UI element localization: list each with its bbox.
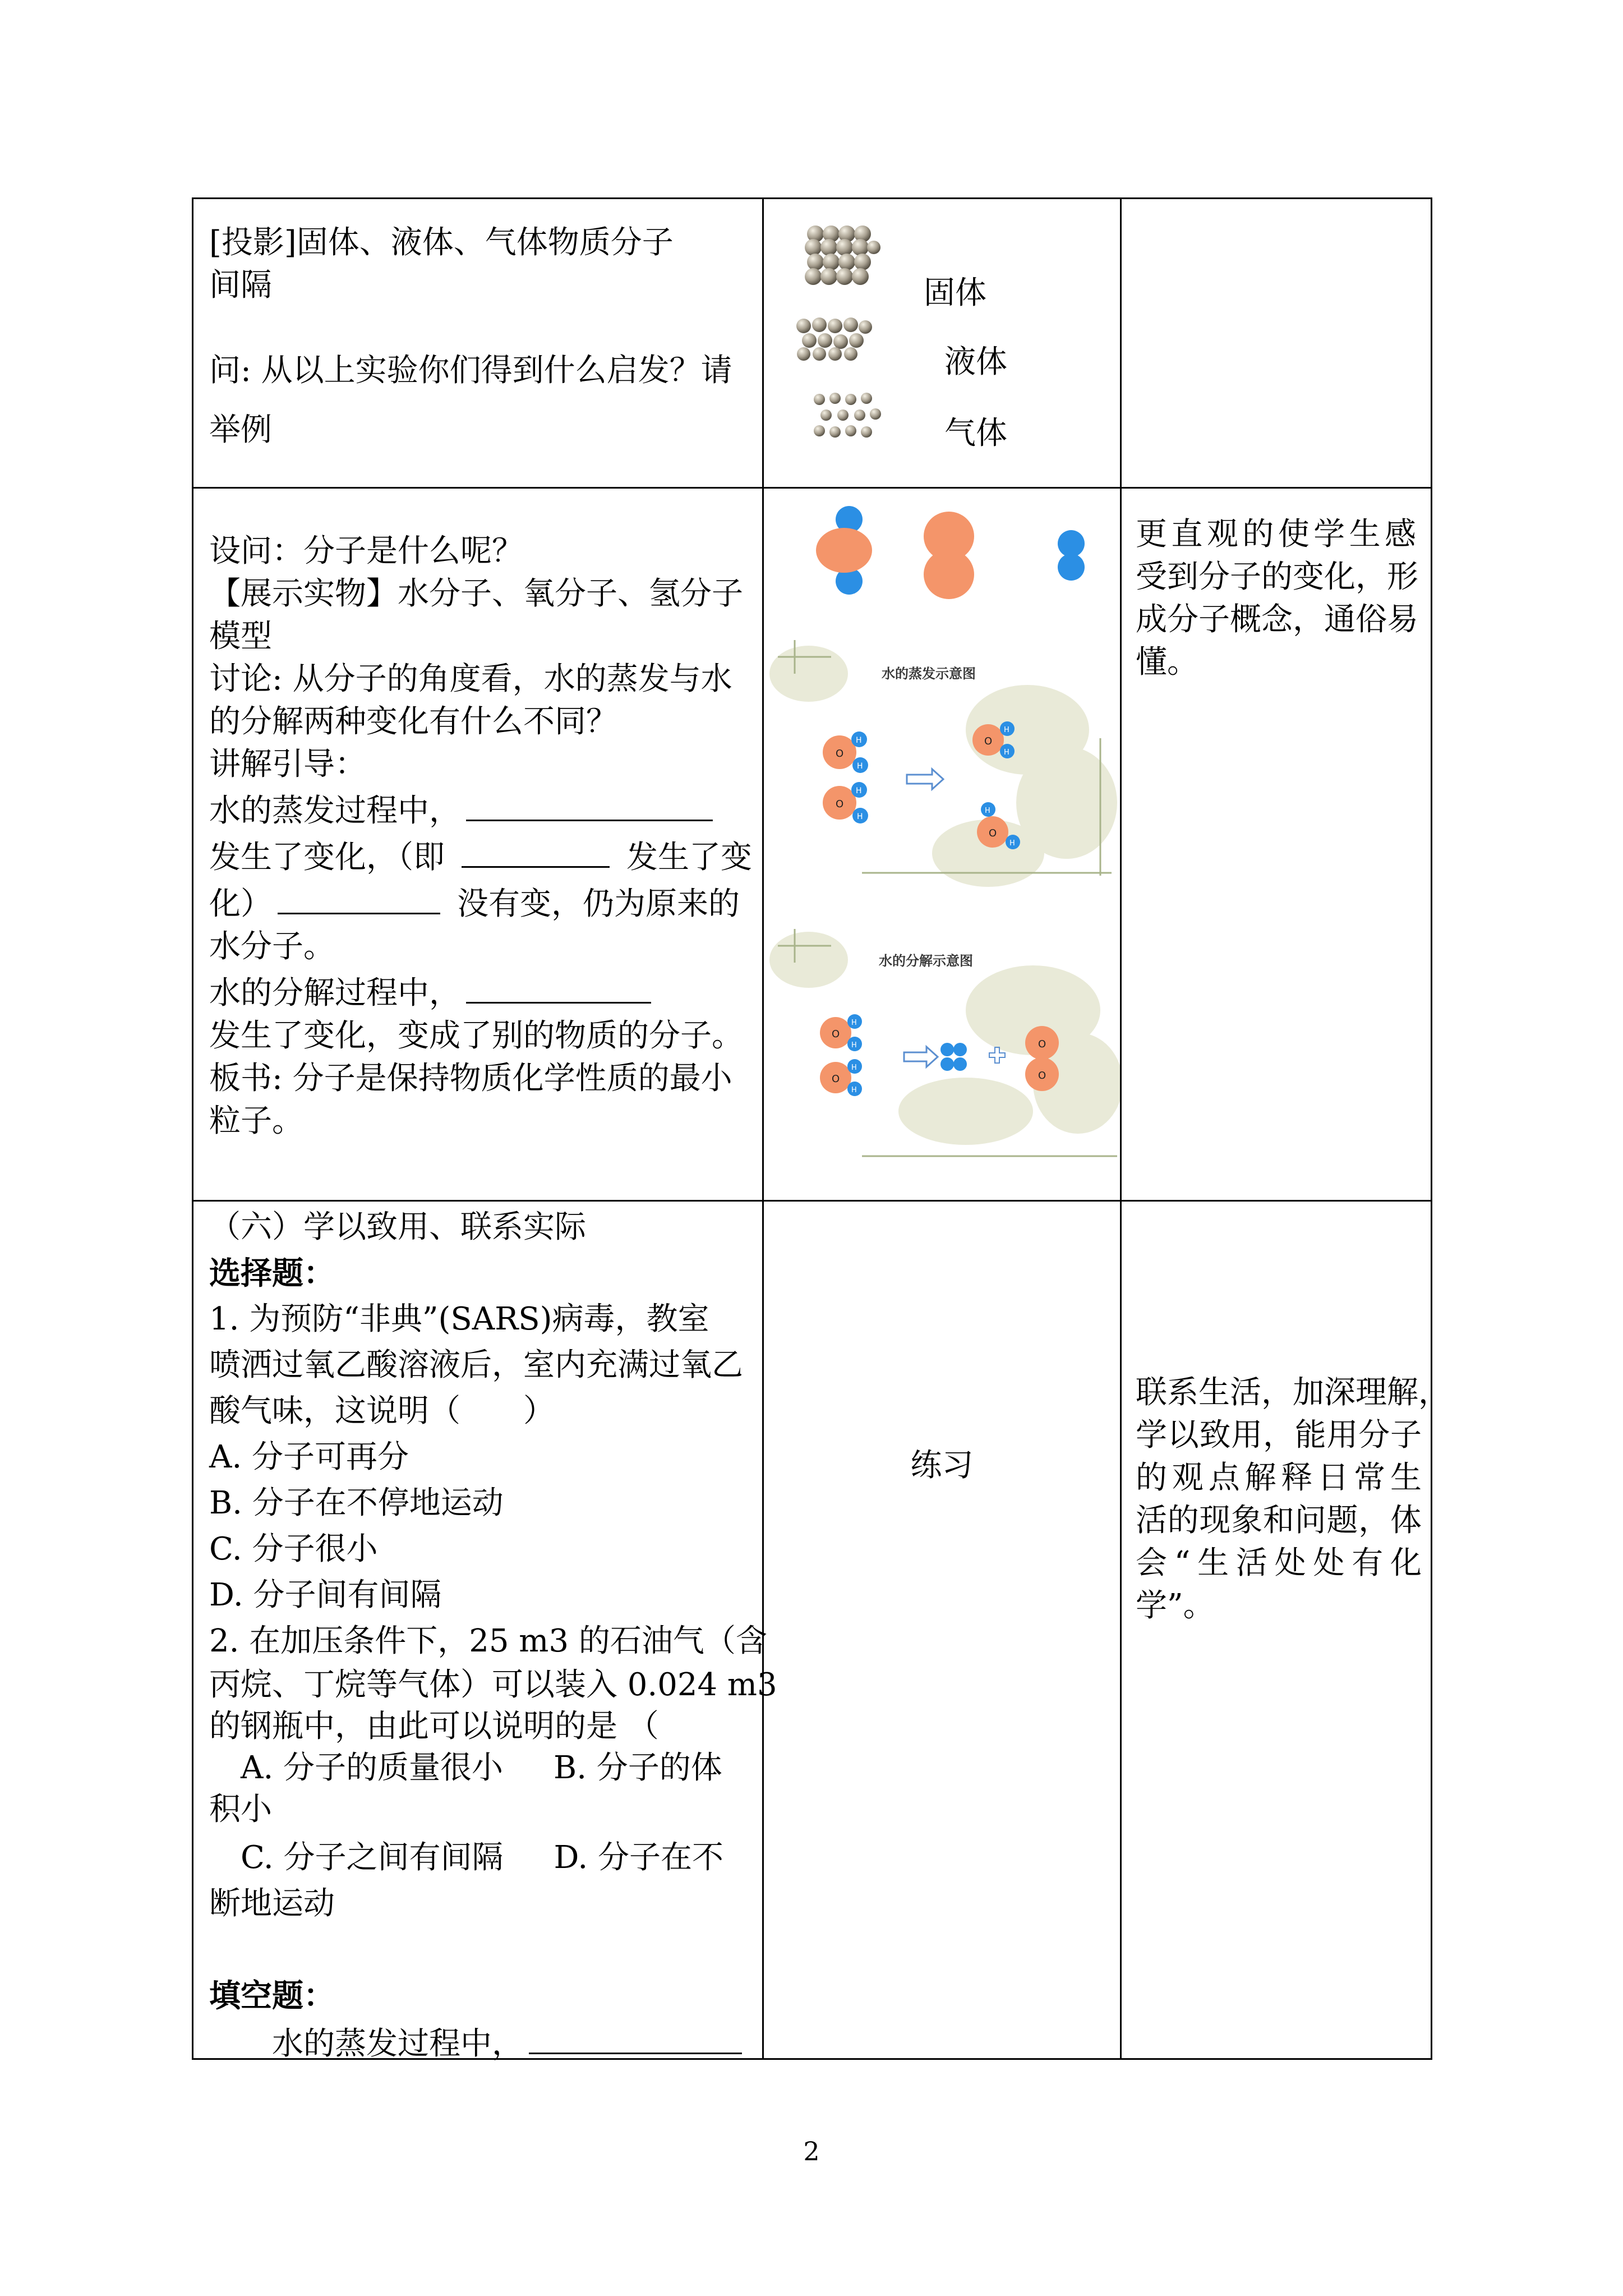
text-run: 化） [209,886,272,922]
text-line: 举例 [209,412,272,448]
water-molecule-before [820,1014,862,1051]
svg-text:H: H [851,1019,857,1027]
lesson-table [192,197,1450,2062]
answer-blank [278,879,440,914]
svg-text:O: O [1038,1038,1046,1050]
liquid-label: 液体 [944,344,1007,380]
option-line: B. 分子在不停地运动 [209,1485,504,1521]
option-line: 断地运动 [209,1885,335,1922]
choice-heading: 选择题： [209,1255,335,1292]
text-line: 板书: 分子是保持物质化学性质的最小 [209,1060,732,1097]
text-run: 发生了变化，（即 [209,839,445,876]
row1-middle-cell [764,199,1120,487]
svg-text:H: H [857,762,863,771]
arrow-icon [904,1047,938,1067]
svg-text:H: H [1004,748,1009,757]
option-line: C. 分子很小 [209,1531,378,1567]
row2-right-cell [1136,513,1416,684]
answer-blank [466,786,713,821]
text-line [209,968,748,1015]
oxygen-molecule-model [924,512,974,599]
page-number: 2 [803,2136,820,2166]
molecule-models-image [764,489,1120,1200]
text-line: 间隔 [209,267,272,303]
option-text: C. 分子之间有间隔 [241,1839,504,1876]
gas-particles-image [811,393,884,443]
question-line: 的钢瓶中，由此可以说明的是 （ [209,1708,659,1745]
text-line [209,832,752,879]
svg-text:H: H [851,1064,857,1072]
text-line: 模型 [209,618,272,655]
arrow-icon [907,769,943,789]
svg-text:O: O [1038,1070,1046,1082]
svg-text:H: H [851,1041,857,1050]
svg-text:O: O [832,1073,840,1085]
water-molecule-model [816,506,872,595]
question-line: 酸气味，这说明（ ） [209,1393,555,1429]
water-molecule-before [823,731,868,773]
text-run: 水的分解过程中， [209,975,460,1011]
row3-right-cell [1136,1372,1450,1627]
option-text: D. 分子在不 [554,1839,723,1876]
liquid-particles-image [795,317,873,362]
row2-middle-cell [764,489,1120,1200]
text-line: 水分子。 [209,928,335,965]
text-line: 问: 从以上实验你们得到什么启发？请 [209,352,732,389]
text-line [209,879,748,926]
fill-text: 水的蒸发过程中， [272,2026,523,2062]
decomposition-diagram [769,929,1120,1156]
option-line: D. 分子间有间隔 [209,1577,442,1613]
text-line: 讲解引导： [209,746,366,783]
gas-label: 气体 [944,415,1007,452]
text-line: 联系生活，加深理解， [1136,1374,1450,1411]
answer-blank [462,832,610,868]
fill-line [209,2019,748,2067]
text-line: 【展示实物】水分子、氧分子、氢分子 [209,576,743,612]
answer-blank [466,968,651,1004]
svg-text:H: H [856,736,862,745]
text-line: 学以致用，能用分子 [1136,1417,1422,1453]
text-line: 学”。 [1136,1588,1215,1624]
option-line [209,1835,748,1881]
hydrogen-molecules [940,1043,967,1071]
option-line: A. 分子可再分 [209,1439,409,1475]
text-line [209,786,748,832]
svg-text:O: O [984,735,993,747]
water-molecule-before [823,782,868,823]
text-line: 发生了变化，变成了别的物质的分子。 [209,1018,743,1054]
text-line: 受到分子的变化，形 [1136,559,1418,595]
answer-blank [529,2019,742,2054]
solid-label: 固体 [924,275,986,311]
text-run: 水的蒸发过程中， [209,793,460,829]
fill-heading: 填空题： [209,1977,335,2014]
text-line: 讨论: 从分子的角度看，水的蒸发与水 [209,661,732,697]
solid-particles-image [803,222,882,289]
water-molecule-before [820,1059,862,1096]
row-divider [193,1200,1431,1202]
svg-text:H: H [857,812,863,821]
svg-text:水的蒸发示意图: 水的蒸发示意图 [882,666,976,682]
text-line: 成分子概念，通俗易 [1136,601,1418,638]
text-line: 更直观的使学生感 [1136,516,1416,553]
question-line: 丙烷、丁烷等气体）可以装入 0.024 m3 [209,1667,777,1703]
practice-label: 练习 [910,1447,974,1484]
row1-right-cell [1122,199,1434,487]
svg-text:H: H [1009,839,1015,848]
svg-text:O: O [836,748,844,760]
option-line [209,1747,748,1789]
svg-text:O: O [836,798,844,810]
text-line: 懂。 [1136,644,1198,680]
svg-text:H: H [985,807,990,815]
text-line: [投影]固体、液体、气体物质分子 [209,224,674,261]
hydrogen-molecule-model [1058,530,1085,581]
svg-text:H: H [851,1086,857,1094]
text-line: 会“生活处处有化 [1136,1545,1422,1581]
text-run: 没有变，仍为原来的 [457,886,740,922]
text-run: 发生了变 [626,839,752,876]
question-line: 喷洒过氧乙酸溶液后，室内充满过氧乙 [209,1347,743,1383]
svg-text:O: O [989,827,997,839]
text-line: 活的现象和问题，体 [1136,1502,1422,1539]
svg-text:水的分解示意图: 水的分解示意图 [879,953,973,969]
question-line: 1. 为预防“非典”(SARS)病毒，教室 [209,1301,709,1337]
svg-text:H: H [1004,726,1009,734]
svg-text:O: O [832,1028,840,1040]
row1-left-cell [209,222,748,452]
row2-left-cell [209,530,752,1143]
text-line: 设问：分子是什么呢？ [209,533,523,569]
question-line: 2. 在加压条件下，25 m3 的石油气（含 [209,1623,767,1659]
option-text: B. 分子的体 [554,1750,722,1786]
option-text: A. 分子的质量很小 [241,1750,504,1786]
text-line: 的观点解释日常生 [1136,1460,1422,1496]
row3-middle-cell [764,1444,1120,1487]
text-line: 的分解两种变化有什么不同？ [209,703,617,740]
option-line: 积小 [209,1791,272,1828]
row3-left-cell [209,1204,777,2067]
svg-text:H: H [856,786,862,795]
section-heading: （六）学以致用、联系实际 [209,1209,586,1245]
text-line: 粒子。 [209,1103,303,1139]
